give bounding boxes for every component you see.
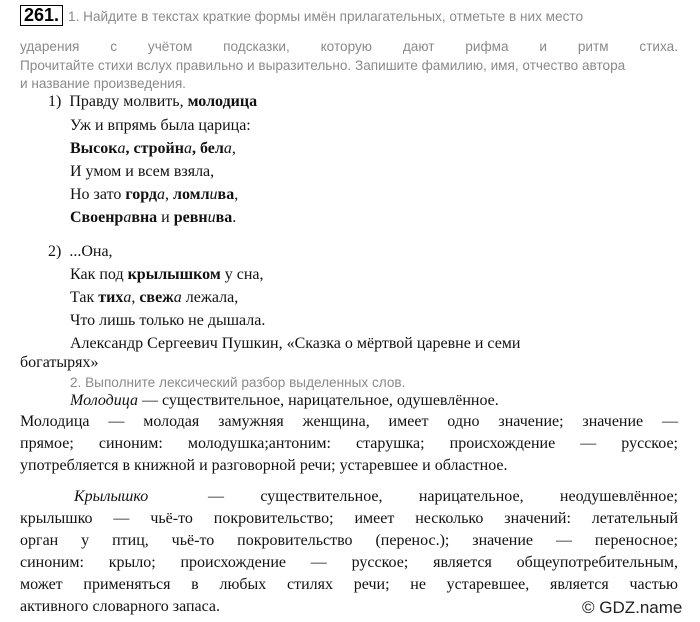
poem-text: ...Она, <box>69 243 113 260</box>
task-2: 2. Выполните лексический разбор выделенных слов. <box>70 375 406 390</box>
poem-2-number: 2) <box>48 243 62 260</box>
poem-2-author-line: Александр Сергеевич Пушкин, «Сказка о мёртвой царевне и семи <box>70 335 521 352</box>
poem-1-line-5: Но зато горда, ломлива, <box>70 186 239 203</box>
word-definition: — существительное, нарицательное, одушевлённое. <box>141 392 499 409</box>
poem-2-line-2 <box>70 266 264 284</box>
poem-text: у сна, <box>224 266 264 283</box>
analyzed-word: Молодица <box>70 392 138 409</box>
word-1-line-3: употребляется в книжной и разговорной речи; устаревшее и областное. <box>20 457 508 474</box>
short-adj: Высок <box>70 140 118 157</box>
poem-1-number: 1) <box>48 93 62 110</box>
poem-2-line-3: Так тиха, свежа лежала, <box>70 289 239 306</box>
poem-1-line-1 <box>48 93 257 111</box>
word-2-line-2: орган у птиц, чьё-то покровительство (перенос.); значение — переносное; <box>20 532 678 549</box>
poem-text: Как под <box>70 266 124 283</box>
short-adj-end: ва <box>215 209 233 226</box>
stress-mark: и <box>207 209 216 226</box>
stress-mark: а <box>183 140 192 157</box>
word-1-line-2: прямое; синоним: молодушка;антоним: старушка; происхождение — русское; <box>20 435 678 452</box>
task-1-line-3: Прочитайте стихи вслух правильно и выразительно. Запишите фамилию, имя, отчество автора <box>20 58 626 73</box>
word-1-heading <box>70 391 499 411</box>
word-2-heading <box>74 487 678 507</box>
short-adj-end: ва <box>217 186 235 203</box>
poem-1-line-3: Высока, стройна, бела, <box>70 140 236 157</box>
poem-text: Правду молвить, <box>69 93 184 110</box>
exercise-number: 261. <box>20 5 63 26</box>
task-1-line-4: и название произведения. <box>20 76 186 91</box>
short-adj: тих <box>98 289 124 306</box>
short-adj-end: вна <box>131 209 158 226</box>
word-2-line-3: синоним: крыло; происхождение — русское; является общеупотребительным, <box>20 554 678 571</box>
poem-text: Но зато <box>70 186 122 203</box>
analyzed-word: Крылышко <box>74 488 149 505</box>
short-adj: ревн <box>173 209 208 226</box>
poem-text: лежала, <box>185 289 239 306</box>
highlighted-word-krylyshko: крылышком <box>127 266 221 283</box>
short-adj: стройн <box>133 140 184 157</box>
poem-2-line-1 <box>48 243 113 261</box>
stress-mark: а <box>123 289 132 306</box>
poem-2-line-4: Что лишь только не дышала. <box>70 312 266 329</box>
poem-2-author-line-2: богатырях» <box>20 354 99 371</box>
task-1-text: 1. Найдите в текстах краткие формы имён прилагательных, отметьте в них место <box>68 9 584 24</box>
stress-mark: а <box>223 140 232 157</box>
highlighted-word-molodica: молодица <box>187 93 258 110</box>
poem-text: Так <box>70 289 95 306</box>
poem-1-line-6: Своенравна и ревнива. <box>70 209 237 226</box>
task-1-line-2: ударения с учётом подсказки, которую дают рифма и ритм стиха. <box>20 39 678 54</box>
watermark: © GDZ.name <box>582 598 683 617</box>
short-adj: ломл <box>173 186 210 203</box>
poem-text: и <box>161 209 170 226</box>
poem-1-line-2: Уж и впрямь была царица: <box>70 117 251 134</box>
short-adj: бел <box>199 140 224 157</box>
short-adj: Своенр <box>70 209 124 226</box>
short-adj: горд <box>125 186 157 203</box>
stress-mark: а <box>157 186 165 203</box>
word-2-line-1: крылышко — чьё-то покровительство; имеет несколько значений: летательный <box>20 510 678 527</box>
short-adj: свеж <box>139 289 174 306</box>
stress-mark: а <box>123 209 132 226</box>
stress-mark: а <box>173 289 182 306</box>
stress-mark: а <box>117 140 126 157</box>
word-2-line-5: активного словарного запаса. <box>20 598 221 615</box>
word-2-line-4: может применяться в любых стилях речи; не устаревшее, является частью <box>20 576 678 593</box>
task-1-line-1 <box>20 5 678 26</box>
word-definition: — существительное, нарицательное, неодушевлённое; <box>208 488 678 505</box>
stress-mark: и <box>209 186 218 203</box>
poem-1-line-4: И умом и всем взяла, <box>70 163 215 180</box>
word-1-line-1: Молодица — молодая замужняя женщина, имеет одно значение; значение — <box>20 413 678 430</box>
